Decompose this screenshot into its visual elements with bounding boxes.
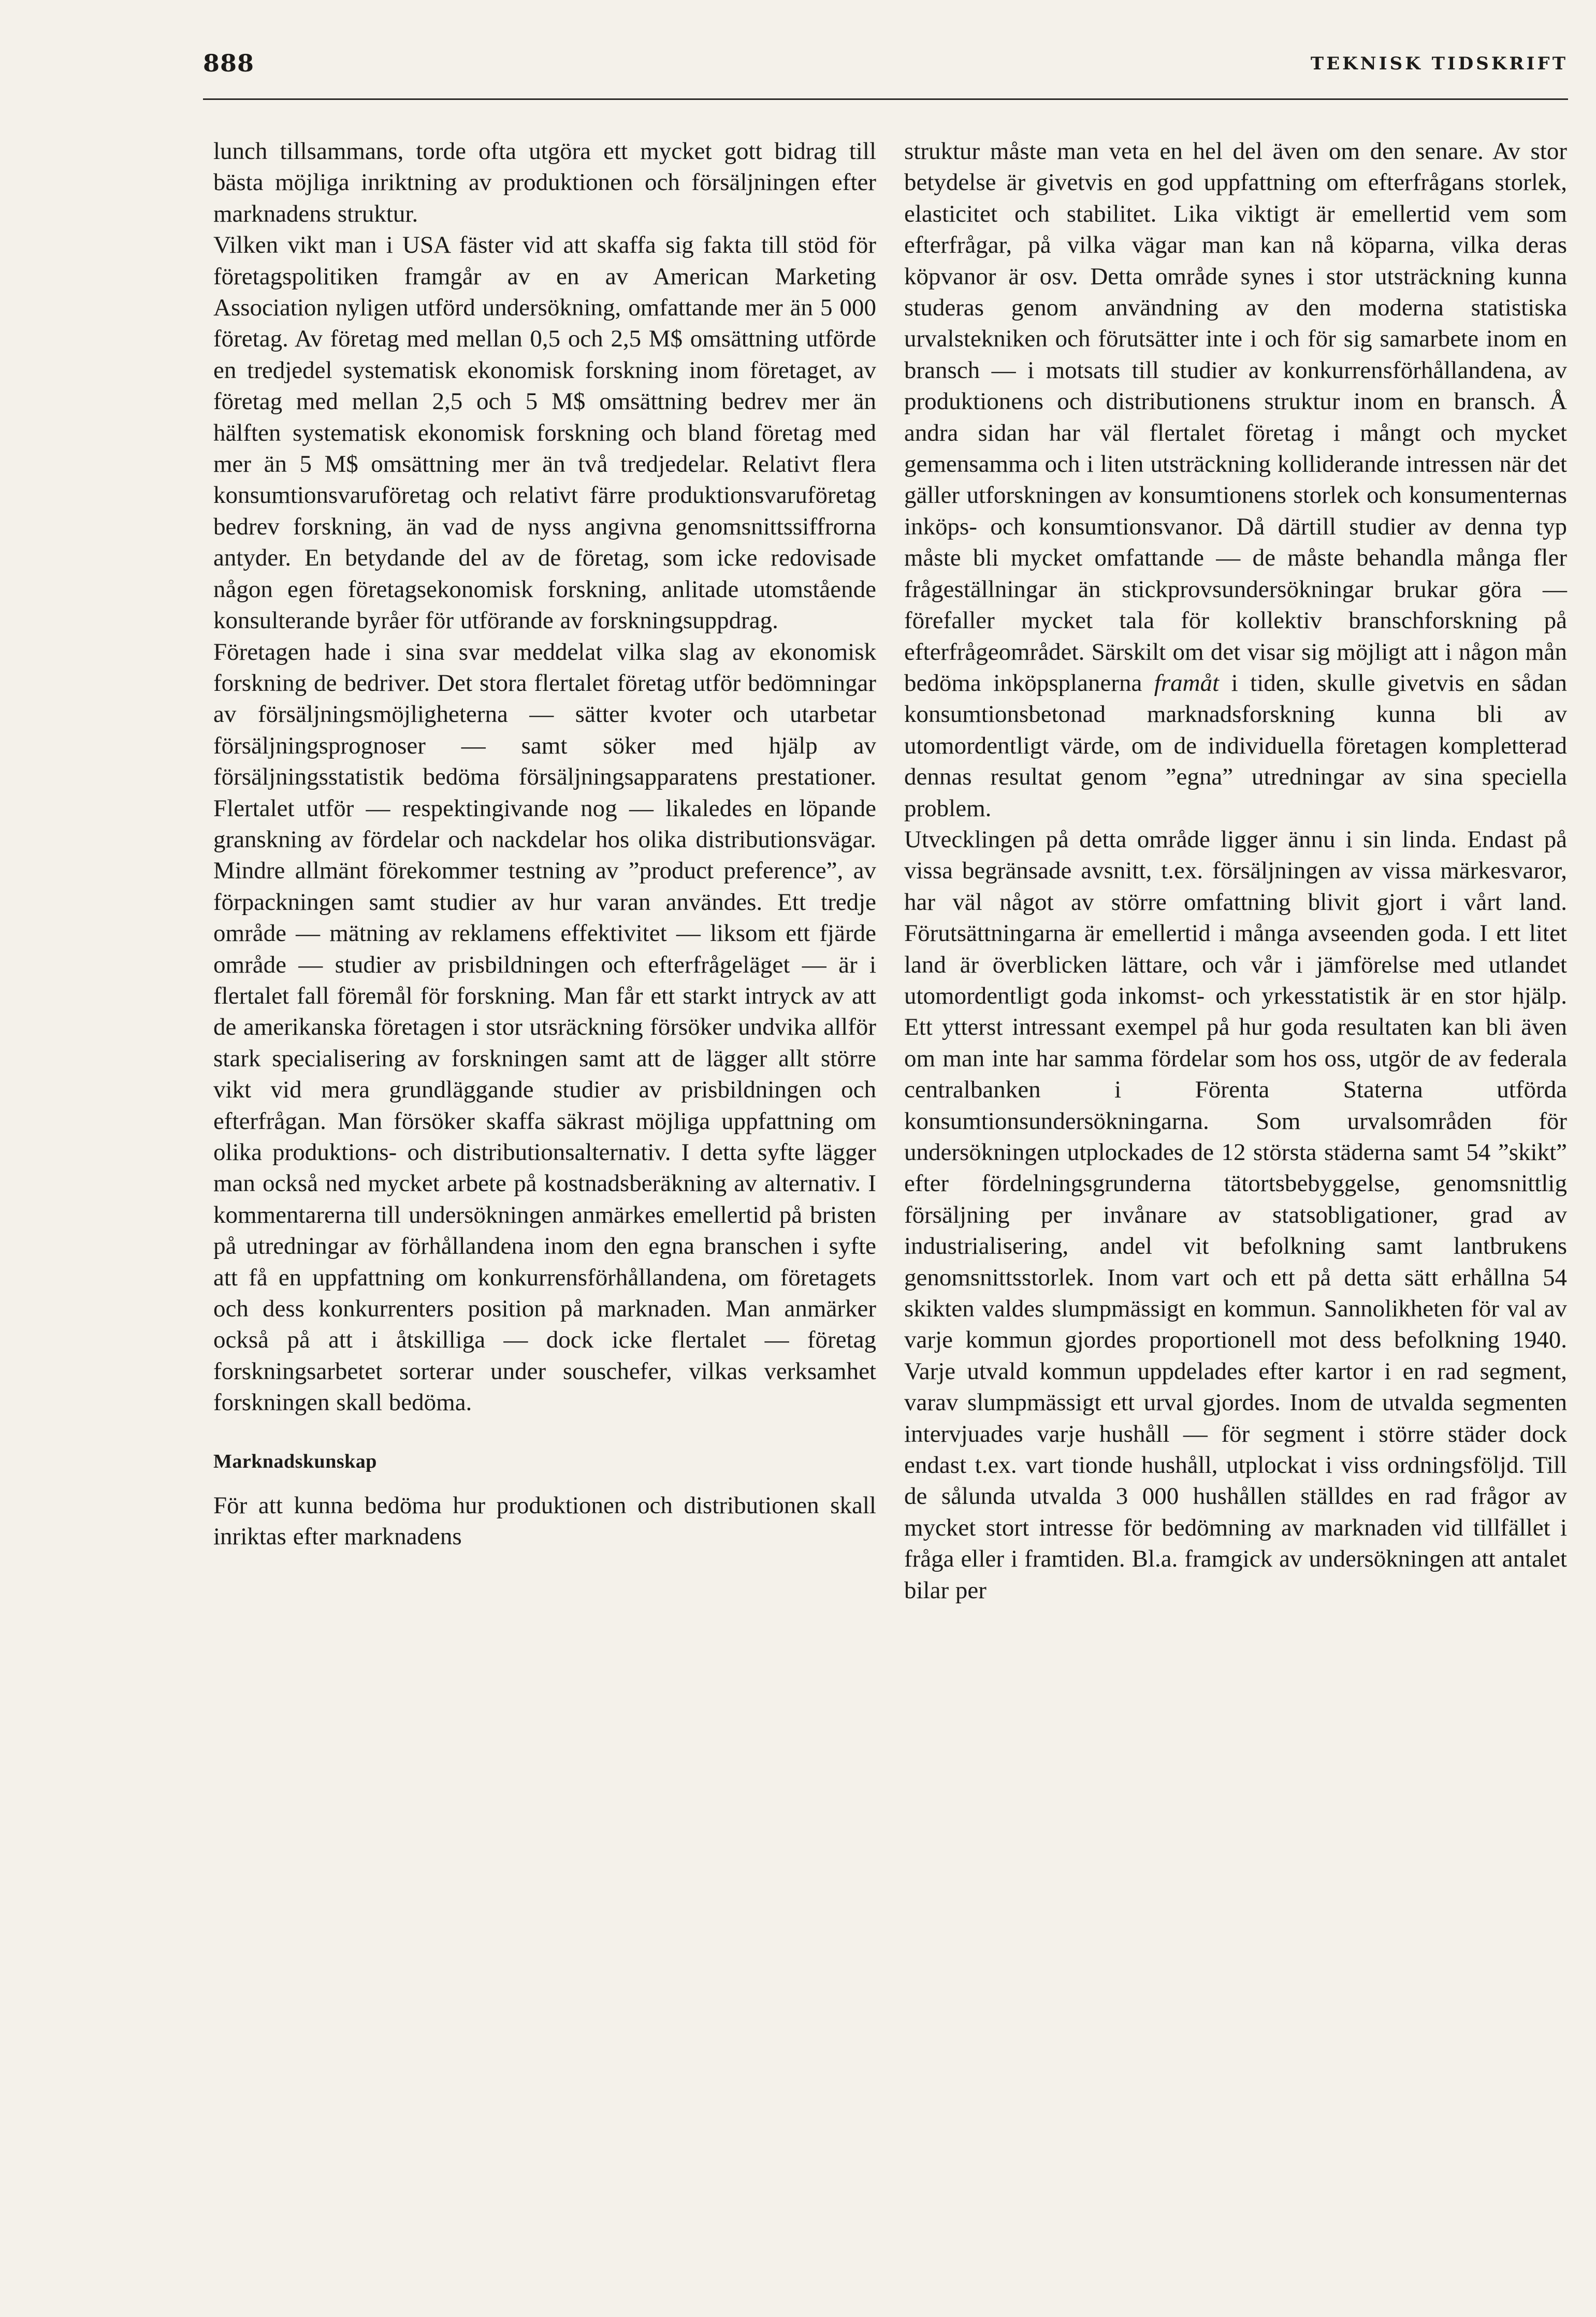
left-column: [213, 136, 876, 1552]
paragraph: lunch tillsammans, torde ofta utgöra ett mycket gott bidrag till bästa möjliga inriktning av produktionen och försäljningen efter marknadens struktur.: [213, 138, 876, 227]
journal-title: TEKNISK TIDSKRIFT: [1310, 53, 1568, 74]
page-number: 888: [203, 49, 255, 77]
right-column: [904, 136, 1567, 1606]
paragraph: För att kunna bedöma hur produktionen och distributionen skall inriktas efter marknadens: [213, 1491, 876, 1551]
paragraph: Utvecklingen på detta område ligger ännu i sin linda. Endast på vissa begränsade avsnitt, t.ex. försäljningen av vissa märkesvaror, har väl något av större omfattning blivit gjort i vårt land. Förutsättningarna är emellertid i många avseenden goda. I ett litet land är överblicken lättare, och vår i jämförelse med utlandet utomordentligt goda inkomst- och yrkesstatistik är en stor hjälp. Ett ytterst intressant exempel på hur goda resultaten kan bli även om man inte har samma fördelar som hos oss, utgör de av federala centralbanken i Förenta Staterna utförda konsumtionsundersökningarna. Som urvalsområden för undersökningen utplockades de 12 största städerna samt 54 ”skikt” efter fördelningsgrunderna tätortsbebyggelse, genomsnittlig försäljning per invånare av statsobligationer, grad av industrialisering, andel vit befolkning samt lantbrukens genomsnittsstorlek. Inom vart och ett på detta sätt erhållna 54 skikten valdes slumpmässigt en kommun. Sannolikheten för val av varje kommun gjordes proportionell mot dess befolkning 1940. Varje utvald kommun uppdelades efter kartor i en rad segment, varav slumpmässigt ett urval gjordes. Inom de utvalda segmenten intervjuades varje hushåll — för segment i större städer dock endast t.ex. vart tionde hushåll, utplockat i viss ordningsföljd. Till de sålunda utvalda 3 000 hushållen ställdes en rad frågor av mycket stort intresse för bedömning av marknaden vid tillfället i fråga eller i framtiden. Bl.a. framgick av undersökningen att antalet bilar per: [904, 826, 1567, 1604]
paragraph: Företagen hade i sina svar meddelat vilka slag av ekonomisk forskning de bedriver. Det stora flertalet företag utför bedömningar av försäljningsmöjligheterna — sätter kvoter och utarbetar försäljningsprognoser — samt söker med hjälp av försäljningsstatistik bedöma försäljningsapparatens prestationer. Flertalet utför — respektingivande nog — likaledes en löpande granskning av fördelar och nackdelar hos olika distributionsvägar. Mindre allmänt förekommer testning av ”product preference”, av förpackningen samt studier av hur varan användes. Ett tredje område — mätning av reklamens effektivitet — liksom ett fjärde område — studier av prisbildningen och efterfrågeläget — är i flertalet fall föremål för forskning. Man får ett starkt intryck av att de amerikanska företagen i stor utsräckning försöker undvika allför stark specialisering av forskningen samt att de lägger allt större vikt vid mera grundläggande studier av prisbildningen och efterfrågan. Man försöker skaffa säkrast möjliga uppfattning om olika produktions- och distributionsalternativ. I detta syfte lägger man också ned mycket arbete på kostnadsberäkning av alternativ. I kommentarerna till undersökningen anmärkes emellertid på bristen på utredningar av förhållandena inom den egna branschen i syfte att få en uppfattning om konkurrensförhållandena, om företagets och dess konkurrenters position på marknaden. Man anmärker också på att i åtskilliga — dock icke flertalet — företag forskningsarbetet sorterar under souschefer, vilkas verksamhet forskningen skall bedöma.: [213, 638, 876, 1416]
section-heading: Marknadskunskap: [213, 1450, 377, 1472]
paragraph: [904, 136, 1567, 824]
paragraph: Vilken vikt man i USA fäster vid att skaffa sig fakta till stöd för företagspolitiken framgår av en av American Marketing Association nyligen utförd undersökning, omfattande mer än 5 000 företag. Av företag med mellan 0,5 och 2,5 M$ omsättning utförde en tredjedel systematisk ekonomisk forskning inom företaget, av företag med mellan 2,5 och 5 M$ omsättning bedrev mer än hälften systematisk ekonomisk forskning och bland företag med mer än 5 M$ omsättning mer än två tredjedelar. Relativt flera konsumtionsvaruföretag och relativt färre produktionsvaruföretag bedrev forskning, än vad de nyss angivna genomsnittssiffrorna antyder. En betydande del av de företag, som icke redovisade någon egen företagsekonomisk forskning, anlitade utomstående konsulterande byråer för utförande av forskningsuppdrag.: [213, 231, 876, 634]
page-header: [203, 49, 1568, 91]
header-rule: [203, 98, 1568, 100]
paragraph-text: i tiden, skulle givetvis en sådan konsumtionsbetonad marknadsforskning kunna bli av utomordentligt värde, om de individuella företagen kompletterad dennas resultat genom ”egna” utredningar av sina speciella problem.: [904, 669, 1568, 822]
paragraph-text: struktur måste man veta en hel del även om den senare. Av stor betydelse är givetvis en god uppfattning om efterfrågans storlek, elasticitet och stabilitet. Lika viktigt är emellertid vem som efterfrågar, på vilka vägar man kan nå köparna, vilka deras köpvanor är osv. Detta område synes i stor utsträckning kunna studeras genom användning av den moderna statistiska urvalstekniken och förutsätter inte i och för sig samarbete inom en bransch — i motsats till studier av konkurrensförhållandena, av produktionens och distributionens struktur inom en bransch. Å andra sidan har väl flertalet företag i mångt och mycket gemensamma och i liten utsträckning kolliderande intressen när det gäller utforskningen av konsumtionens storlek och konsumenternas inköps- och konsumtionsvanor. Då därtill studier av denna typ måste bli mycket omfattande — de måste behandla många fler frågeställningar än stickprovsundersökningar brukar göra — förefaller mycket tala för kollektiv branschforskning på efterfrågeområdet. Särskilt om det visar sig möjligt att i någon mån bedöma inköpsplanerna: [904, 138, 1567, 697]
emphasis-text: framåt: [1154, 669, 1220, 697]
